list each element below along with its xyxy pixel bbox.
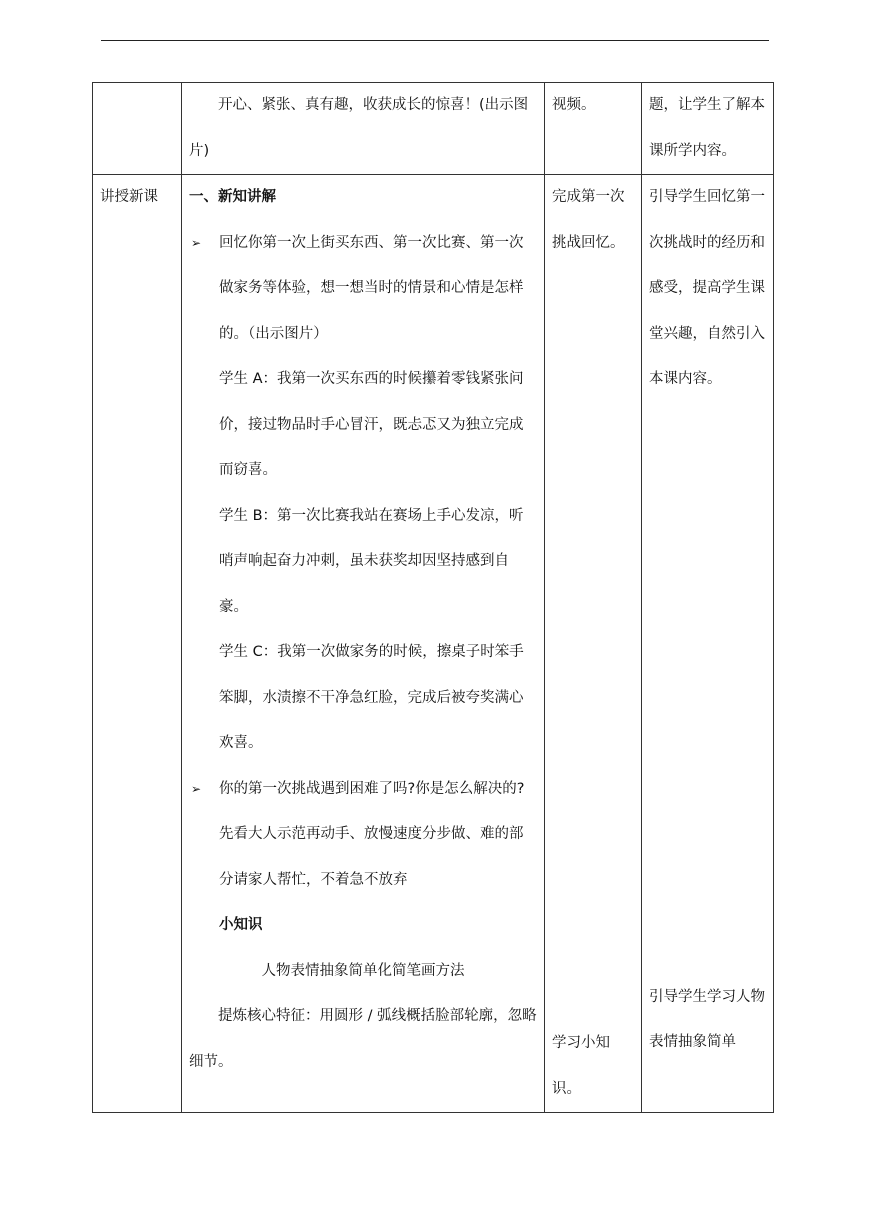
step-cell bbox=[93, 175, 182, 1113]
header-rule bbox=[101, 40, 769, 41]
step-cell-empty bbox=[93, 83, 182, 175]
design-intent-cell bbox=[642, 83, 774, 175]
design-intent-text: 题，让学生了解本课所学内容。 bbox=[649, 97, 765, 159]
spacer bbox=[552, 266, 634, 1021]
lesson-plan-table bbox=[92, 82, 774, 1113]
student-answer: 学生 C：我第一次做家务的时候，擦桌子时笨手笨脚，水渍擦不干净急红脸，完成后被夸奖满心欢喜。 bbox=[219, 644, 524, 751]
step-label: 讲授新课 bbox=[100, 189, 158, 205]
student-activity-cell bbox=[545, 175, 642, 1113]
student-activity-text: 视频。 bbox=[552, 97, 596, 113]
tip-heading: 小知识 bbox=[219, 917, 263, 933]
spacer bbox=[649, 403, 766, 975]
section-heading: 一、新知讲解 bbox=[189, 189, 276, 205]
student-activity-text: 学习小知识。 bbox=[552, 1035, 610, 1097]
arrow-bullet-icon: ➢ bbox=[191, 235, 202, 250]
question-item bbox=[189, 767, 537, 813]
content-cell bbox=[182, 83, 545, 175]
intro-text: 开心、紧张、真有趣，收获成长的惊喜！(出示图片) bbox=[189, 97, 529, 159]
tip-body: 提炼核心特征：用圆形 / 弧线概括脸部轮廓，忽略细节。 bbox=[189, 1008, 537, 1070]
question-text: 回忆你第一次上街买东西、第一次比赛、第一次做家务等体验，想一想当时的情景和心情是怎样的。（出示图片） bbox=[219, 234, 524, 342]
tip-title: 人物表情抽象简单化简笔画方法 bbox=[261, 962, 465, 979]
answer-text: 先看大人示范再动手、放慢速度分步做、难的部分请家人帮忙，不着急不放弃 bbox=[219, 826, 524, 888]
student-answer: 学生 B：第一次比赛我站在赛场上手心发凉，听哨声响起奋力冲刺，虽未获奖却因坚持感到自豪。 bbox=[219, 507, 524, 615]
design-intent-text: 引导学生回忆第一次挑战时的经历和感受，提高学生课堂兴趣，自然引入本课内容。 bbox=[649, 189, 765, 387]
arrow-bullet-icon: ➢ bbox=[191, 781, 202, 796]
table-row bbox=[93, 175, 774, 1113]
table-row bbox=[93, 83, 774, 175]
question-text: 你的第一次挑战遇到困难了吗?你是怎么解决的? bbox=[219, 780, 525, 797]
design-intent-cell bbox=[642, 175, 774, 1113]
design-intent-text: 引导学生学习人物表情抽象简单 bbox=[649, 988, 765, 1050]
question-item bbox=[189, 221, 537, 358]
student-activity-cell bbox=[545, 83, 642, 175]
student-answer: 学生 A：我第一次买东西的时候攥着零钱紧张问价，接过物品时手心冒汗，既忐忑又为独立完成而窃喜。 bbox=[219, 371, 524, 478]
content-cell bbox=[182, 175, 545, 1113]
student-activity-text: 完成第一次挑战回忆。 bbox=[552, 189, 625, 251]
